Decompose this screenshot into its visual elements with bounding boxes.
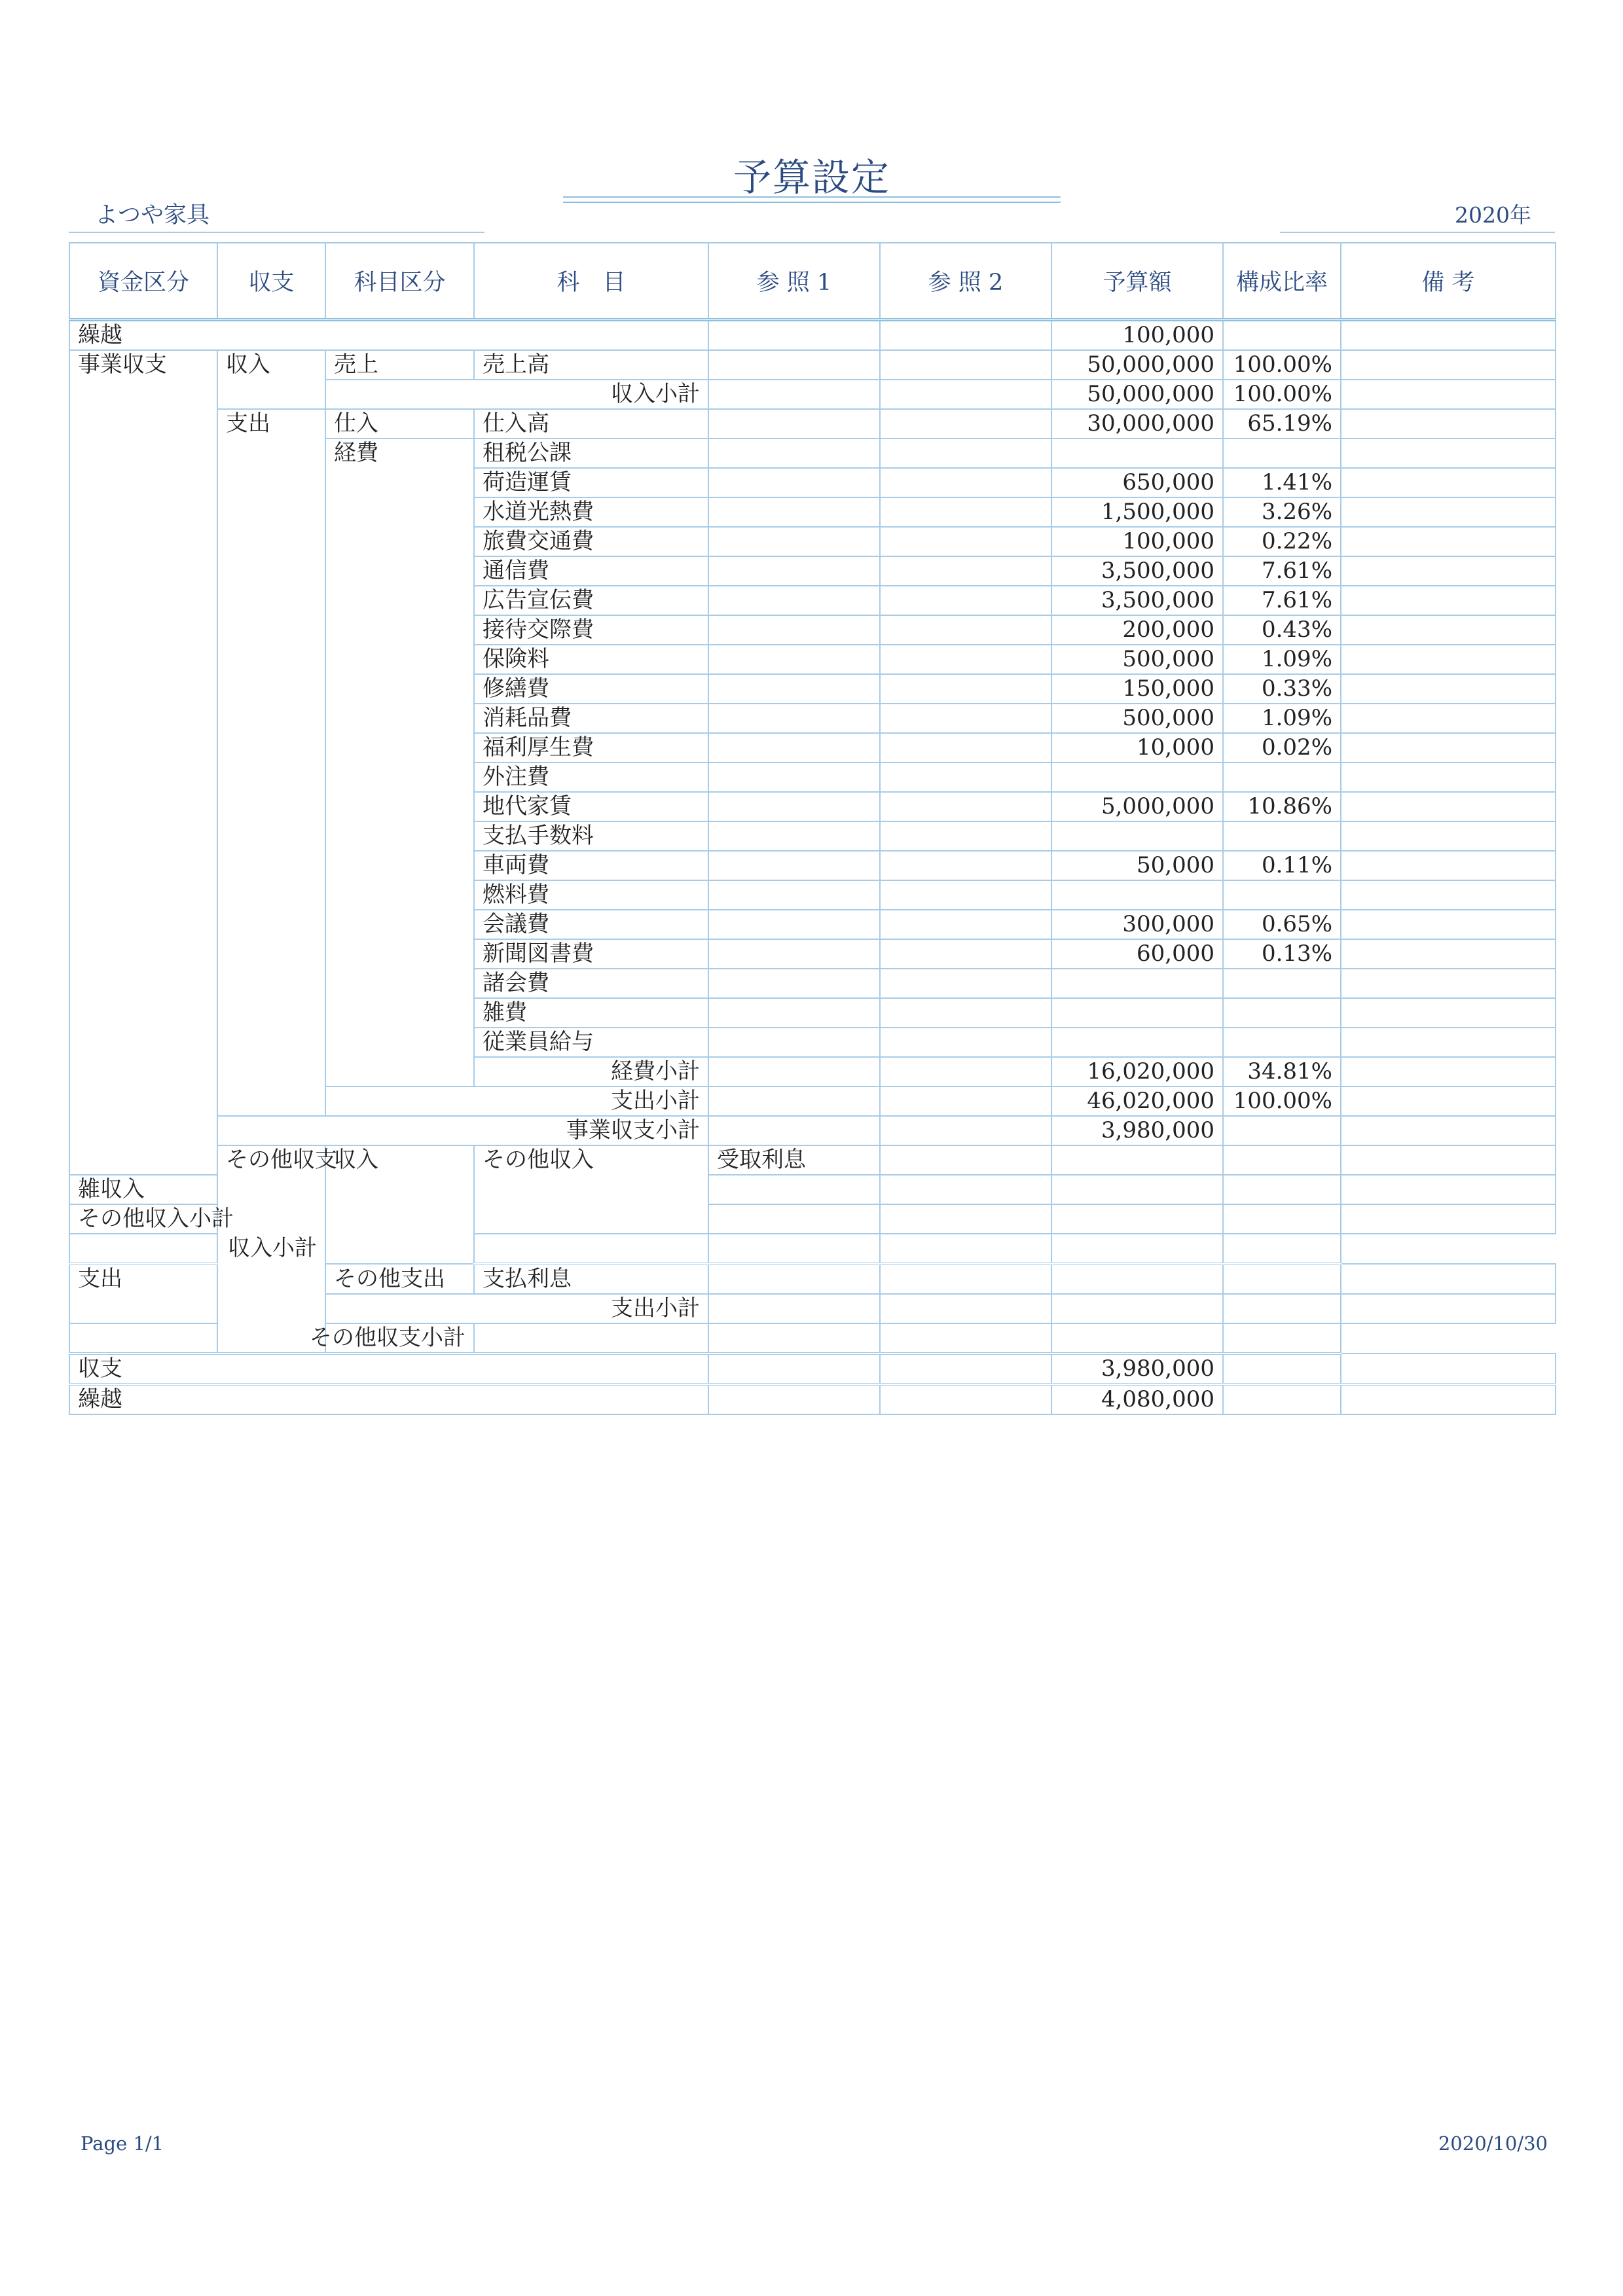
account-name: 新聞図書費 [474,939,708,969]
other-expense-category: その他支出 [325,1264,474,1294]
ratio [1223,969,1341,998]
header-ref1: 参 照 1 [708,243,880,320]
amount [1051,1028,1223,1057]
amount [1051,762,1223,792]
ratio: 1.41% [1223,468,1341,497]
costs-category: 経費 [325,439,474,1086]
amount: 650,000 [1051,468,1223,497]
header-account: 科 目 [474,243,708,320]
income-subtotal-amount: 50,000,000 [1051,380,1223,409]
account-name: 支払手数料 [474,821,708,851]
other-income-label: 収入 [325,1145,474,1264]
table-row [69,1234,1556,1264]
balance-label: 収支 [69,1354,708,1384]
amount [1051,969,1223,998]
other-label: その他収支 [217,1145,325,1354]
account-name: 水道光熱費 [474,497,708,527]
ratio: 0.43% [1223,615,1341,645]
amount: 500,000 [1051,704,1223,733]
account-name: 広告宣伝費 [474,586,708,615]
account-name: 消耗品費 [474,704,708,733]
company-name: よつや家具 [95,202,210,228]
account-name: 車両費 [474,851,708,880]
other-expense-subtotal: 支出小計 [325,1294,708,1323]
company-underline [69,232,484,233]
ratio [1223,762,1341,792]
amount: 3,500,000 [1051,556,1223,586]
other-income-subtotal: 収入小計 [69,1234,325,1264]
header-income-expense: 収支 [217,243,325,320]
amount: 200,000 [1051,615,1223,645]
amount: 5,000,000 [1051,792,1223,821]
account-name: 従業員給与 [474,1028,708,1057]
table-row [69,1354,1556,1384]
other-expense-label: 支出 [69,1264,217,1323]
ratio: 0.02% [1223,733,1341,762]
other-income-category: その他収入 [474,1145,708,1234]
amount: 50,000 [1051,851,1223,880]
account-name: 諸会費 [474,969,708,998]
ratio [1223,1028,1341,1057]
account-name: 受取利息 [708,1145,880,1175]
income-subtotal-label: 収入小計 [325,380,708,409]
costs-subtotal-label: 経費小計 [474,1057,708,1086]
account-name: 外注費 [474,762,708,792]
business-income-label: 収入 [217,350,325,409]
amount: 50,000,000 [1051,350,1223,380]
account-name: 仕入高 [474,409,708,439]
account-name: 会議費 [474,910,708,939]
account-name: 燃料費 [474,880,708,910]
header-notes: 備 考 [1341,243,1556,320]
ratio: 7.61% [1223,556,1341,586]
ratio: 1.09% [1223,704,1341,733]
balance-amount: 3,980,000 [1051,1354,1223,1384]
amount [1051,439,1223,468]
ratio: 0.13% [1223,939,1341,969]
ratio: 0.65% [1223,910,1341,939]
table-row [69,1145,1556,1175]
account-name: 租税公課 [474,439,708,468]
ratio: 7.61% [1223,586,1341,615]
ratio: 0.22% [1223,527,1341,556]
account-name: 売上高 [474,350,708,380]
carry-in-label: 繰越 [69,320,708,351]
account-name: 修繕費 [474,674,708,704]
account-name: 旅費交通費 [474,527,708,556]
expense-subtotal-amount: 46,020,000 [1051,1086,1223,1116]
fiscal-year: 2020年 [1455,202,1531,228]
sales-category: 売上 [325,350,474,380]
carry-in-amount: 100,000 [1051,320,1223,351]
account-name: 保険料 [474,645,708,674]
year-underline [1280,232,1555,233]
amount [1051,880,1223,910]
header-ref2: 参 照 2 [880,243,1051,320]
table-row [69,409,1556,439]
income-subtotal-ratio: 100.00% [1223,380,1341,409]
table-row [69,1323,1556,1354]
ratio: 0.33% [1223,674,1341,704]
account-name: 雑収入 [69,1175,217,1204]
amount: 1,500,000 [1051,497,1223,527]
account-name: 荷造運賃 [474,468,708,497]
table-row [69,1384,1556,1414]
amount: 150,000 [1051,674,1223,704]
amount: 100,000 [1051,527,1223,556]
title-underline [563,196,1061,198]
header-fund-class: 資金区分 [69,243,217,320]
amount: 300,000 [1051,910,1223,939]
purchase-category: 仕入 [325,409,474,439]
amount: 500,000 [1051,645,1223,674]
ratio: 100.00% [1223,350,1341,380]
costs-subtotal-ratio: 34.81% [1223,1057,1341,1086]
header-account-class: 科目区分 [325,243,474,320]
account-name: 支払利息 [474,1264,708,1294]
other-income-cat-subtotal: その他収入小計 [69,1204,217,1234]
account-name: 通信費 [474,556,708,586]
ratio: 3.26% [1223,497,1341,527]
other-subtotal: その他収支小計 [69,1323,474,1354]
page-number: Page 1/1 [81,2132,164,2155]
amount: 10,000 [1051,733,1223,762]
ratio: 10.86% [1223,792,1341,821]
account-name: 雑費 [474,998,708,1028]
amount: 3,500,000 [1051,586,1223,615]
budget-table [69,242,1556,1415]
expense-subtotal-ratio: 100.00% [1223,1086,1341,1116]
title-underline-double [563,202,1061,203]
table-row [69,320,1556,351]
header-budget-amount: 予算額 [1051,243,1223,320]
business-subtotal-amount: 3,980,000 [1051,1116,1223,1145]
ratio: 0.11% [1223,851,1341,880]
costs-subtotal-amount: 16,020,000 [1051,1057,1223,1086]
carry-out-amount: 4,080,000 [1051,1384,1223,1414]
account-name: 地代家賃 [474,792,708,821]
ratio [1223,998,1341,1028]
account-name: 福利厚生費 [474,733,708,762]
ratio: 1.09% [1223,645,1341,674]
ratio [1223,880,1341,910]
amount: 60,000 [1051,939,1223,969]
table-header-row [69,243,1556,320]
ratio [1223,439,1341,468]
table-row [69,1116,1556,1145]
account-name: 接待交際費 [474,615,708,645]
print-date: 2020/10/30 [1438,2132,1548,2155]
page-title: 予算設定 [733,155,890,200]
amount: 30,000,000 [1051,409,1223,439]
amount [1051,998,1223,1028]
ratio: 65.19% [1223,409,1341,439]
carry-out-label: 繰越 [69,1384,708,1414]
business-expense-label: 支出 [217,409,325,1116]
ratio [1223,821,1341,851]
header-ratio: 構成比率 [1223,243,1341,320]
business-label: 事業収支 [69,350,217,1175]
amount [1051,821,1223,851]
business-subtotal-label: 事業収支小計 [217,1116,708,1145]
expense-subtotal-label: 支出小計 [325,1086,708,1116]
table-row [69,350,1556,380]
